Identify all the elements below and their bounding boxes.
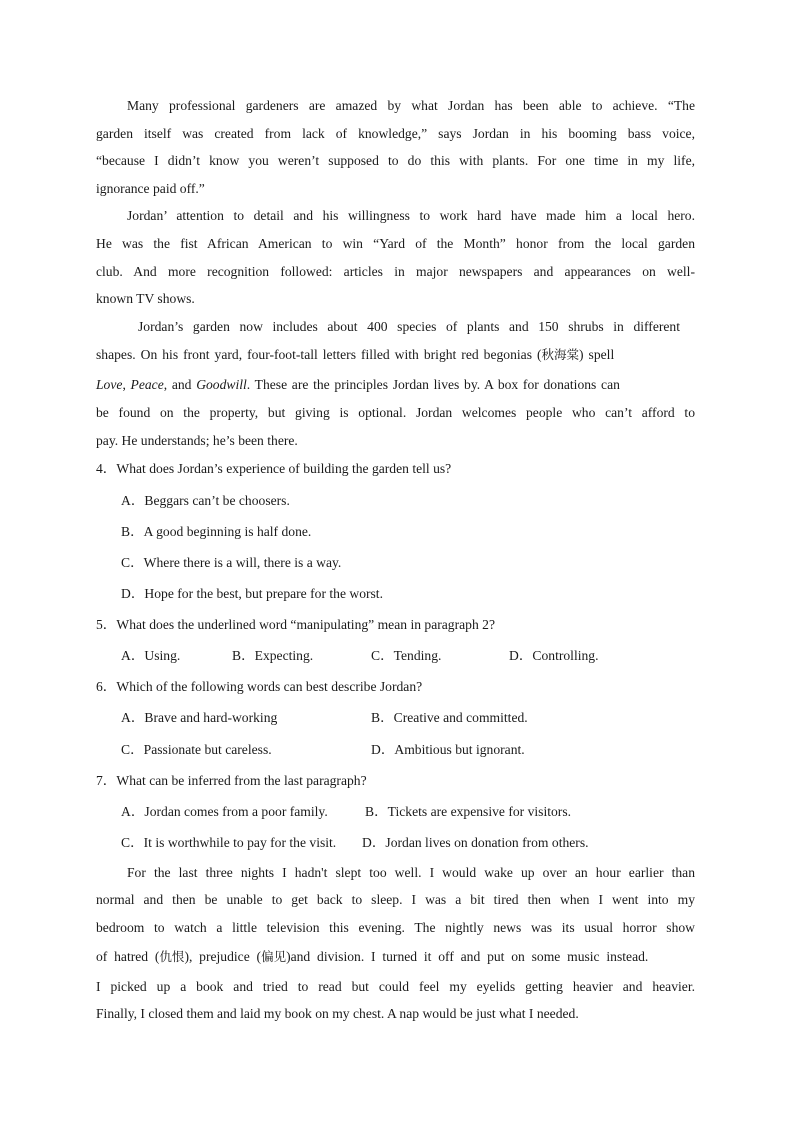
question-6-option-d[interactable]: D．Ambitious but ignorant. <box>371 742 525 757</box>
question-6-option-b[interactable]: B．Creative and committed. <box>371 710 528 725</box>
question-4-option-a[interactable]: A．Beggars can’t be choosers. <box>121 493 290 508</box>
word-love: Love <box>96 377 123 392</box>
question-6-option-a[interactable]: A．Brave and hard-working <box>121 710 278 725</box>
question-4-option-b[interactable]: B．A good beginning is half done. <box>121 524 312 539</box>
passage-a-p1-line3: “because I didn’t know you weren’t supposed to do this with plants. For one time in my life, <box>96 153 695 168</box>
chinese-gloss-hatred: 仇恨 <box>159 949 185 964</box>
question-4-option-d[interactable]: D．Hope for the best, but prepare for the worst. <box>121 586 383 601</box>
passage-a-p1-line2: garden itself was created from lack of knowledge,” says Jordan in his booming bass voice, <box>96 126 695 141</box>
question-6-options-row1 <box>121 708 681 728</box>
question-5-option-a[interactable]: A．Using. <box>121 648 181 663</box>
p3-line2-text-a: shapes. On his front yard, four-foot-tall letters filled with bright red begonias ( <box>96 347 542 362</box>
p-b-line4-text-c: )and division. I turned it off and put on some music instead. <box>286 949 649 964</box>
passage-a-p2-line1: Jordan’ attention to detail and his willingness to work hard have made him a local hero. <box>127 208 695 223</box>
passage-b-line5: I picked up a book and tried to read but could feel my eyelids getting heavier and heavier. <box>96 979 695 994</box>
question-5-options <box>121 646 681 666</box>
passage-a-p3-line5: pay. He understands; he’s been there. <box>96 433 298 448</box>
passage-a-p2-line4: known TV shows. <box>96 291 195 306</box>
question-6-options-row2 <box>121 740 681 760</box>
passage-a-p2-line3: club. And more recognition followed: articles in major newspapers and appearances on well- <box>96 264 695 279</box>
passage-a-p3-line1: Jordan’s garden now includes about 400 species of plants and 150 shrubs in different <box>138 319 680 334</box>
passage-a-p3-line2 <box>96 345 686 365</box>
passage-b-line1: For the last three nights I hadn't slept too well. I would wake up over an hour earlier than <box>127 865 695 880</box>
word-goodwill: Goodwill <box>196 377 247 392</box>
question-5-option-c[interactable]: C．Tending. <box>371 648 442 663</box>
sep-1: , <box>122 377 131 392</box>
chinese-gloss-begonias: 秋海棠 <box>541 347 580 362</box>
p3-line2-text-b: ) spell <box>579 347 615 362</box>
question-7-option-b[interactable]: B．Tickets are expensive for visitors. <box>365 804 572 819</box>
p3-line3-rest: . These are the principles Jordan lives by. A box for donations can <box>246 377 620 392</box>
p-b-line4-text-b: ), prejudice ( <box>184 949 262 964</box>
passage-b-line4 <box>96 947 695 967</box>
question-5-stem: 5．What does the underlined word “manipulating” mean in paragraph 2? <box>96 617 495 632</box>
question-7-options-row1 <box>121 802 681 822</box>
question-6-stem: 6．Which of the following words can best describe Jordan? <box>96 679 423 694</box>
passage-a-p1-line1: Many professional gardeners are amazed by what Jordan has been able to achieve. “The <box>127 98 695 113</box>
p-b-line4-text-a: of hatred ( <box>96 949 160 964</box>
question-7-options-row2 <box>121 833 681 853</box>
question-7-option-a[interactable]: A．Jordan comes from a poor family. <box>121 804 328 819</box>
chinese-gloss-prejudice: 偏见 <box>261 949 287 964</box>
sep-2: , and <box>163 377 197 392</box>
question-7-option-c[interactable]: C．It is worthwhile to pay for the visit. <box>121 835 337 850</box>
question-6-option-c[interactable]: C．Passionate but careless. <box>121 742 272 757</box>
passage-b-line3: bedroom to watch a little television this evening. The nightly news was its usual horror show <box>96 920 695 935</box>
question-4-stem: 4．What does Jordan’s experience of building the garden tell us? <box>96 461 452 476</box>
passage-a-p2-line2: He was the fist African American to win “Yard of the Month” honor from the local garden <box>96 236 695 251</box>
passage-b-line2: normal and then be unable to get back to sleep. I was a bit tired then when I went into my <box>96 892 695 907</box>
passage-a-p3-line4: be found on the property, but giving is optional. Jordan welcomes people who can’t afford to <box>96 405 695 420</box>
passage-a-p3-line3 <box>96 375 695 395</box>
question-5-option-d[interactable]: D．Controlling. <box>509 648 599 663</box>
question-7-stem: 7．What can be inferred from the last paragraph? <box>96 773 367 788</box>
question-4-option-c[interactable]: C．Where there is a will, there is a way. <box>121 555 342 570</box>
word-peace: Peace <box>130 377 164 392</box>
question-7-option-d[interactable]: D．Jordan lives on donation from others. <box>362 835 589 850</box>
passage-b-line6: Finally, I closed them and laid my book on my chest. A nap would be just what I needed. <box>96 1006 579 1021</box>
passage-a-p1-line4: ignorance paid off.” <box>96 181 205 196</box>
question-5-option-b[interactable]: B．Expecting. <box>232 648 314 663</box>
